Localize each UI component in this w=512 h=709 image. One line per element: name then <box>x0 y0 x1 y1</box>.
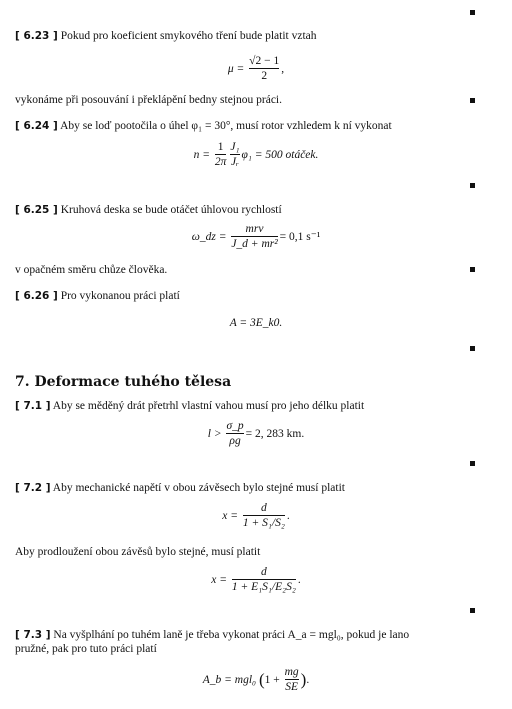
problem-number: [ 7.3 ] <box>15 629 51 641</box>
equation-6-23: μ = $\frac{√2 - 1}{2}$ , <box>227 55 285 83</box>
fraction: $\frac{d}{\text{1 + E₁S₁/E₂S₂}}$ <box>231 566 296 594</box>
end-marker <box>470 10 475 15</box>
problem-7-2-mid: Aby prodloužení obou závěsů bylo stejné, musí platit <box>15 546 261 558</box>
problem-7-1 <box>15 399 481 413</box>
end-marker <box>470 183 475 188</box>
problem-number: [ 7.2 ] <box>15 482 51 494</box>
end-marker <box>470 461 475 466</box>
equation-7-3: A_b = mgl₀ (1 + $\frac{mg}{SE}$ ). <box>202 666 310 694</box>
problem-text: [ 7.3 ] Na vyšplhání po tuhém laně je třeba vykonat práci A_a = mgl₀, pokud je lano <box>15 629 410 641</box>
end-marker <box>470 267 475 272</box>
section-heading: 7. Deformace tuhého tělesa <box>15 374 232 390</box>
problem-number: [ 6.23 ] <box>15 30 58 42</box>
problem-6-25-after: v opačném směru chůze člověka. <box>15 264 168 276</box>
equation-7-2b: x = $\frac{d}{\text{1 + E₁S₁/E₂S₂}}$ . <box>211 566 301 594</box>
problem-number: [ 6.26 ] <box>15 290 58 302</box>
fraction: $\frac{\text{mrv}}{\text{J\_d + mr²}}$ <box>231 223 278 251</box>
fraction: $\frac{\text{J₁}}{\text{Jᵣ}}$ <box>230 141 240 169</box>
equation-6-24: n = $\frac{1}{2\pi}$ $\frac{\text{J₁}}{\text{Jᵣ}}$ φ₁ = 500 otáček. <box>193 141 319 169</box>
equation-7-1: l > $\frac{\sigma\_p}{\rho g}$ = 2, 283 km. <box>207 420 305 448</box>
problem-6-26 <box>15 289 481 303</box>
fraction: $\frac{√2 - 1}{2}$ <box>249 55 280 83</box>
problem-text: [ 6.24 ] Aby se loď pootočila o úhel φ₁ = 30°, musí rotor vzhledem k ní vykonat <box>15 120 392 132</box>
problem-text: [ 6.25 ] Kruhová deska se bude otáčet úhlovou rychlostí <box>15 204 282 216</box>
problem-text: [ 7.1 ] Aby se měděný drát přetrhl vlastní vahou musí pro jeho délku platit <box>15 400 365 412</box>
problem-7-3: [ 7.3 ] Na vyšplhání po tuhém laně je třeba vykonat práci A_a = mgl₀, pokud je lano pružné, pak pro tuto práci platí <box>15 628 481 657</box>
end-marker <box>470 346 475 351</box>
problem-6-23-after: vykonáme při posouvání i překlápění bedny stejnou práci. <box>15 94 282 106</box>
problem-6-23 <box>15 29 481 43</box>
problem-text: [ 6.23 ] Pokud pro koeficient smykového tření bude platit vztah <box>15 30 317 42</box>
problem-number: [ 6.24 ] <box>15 120 58 132</box>
fraction: $\frac{\sigma\_p}{\rho g}$ <box>226 420 244 448</box>
problem-6-24 <box>15 119 481 133</box>
equation-6-25: ω_dz = $\frac{\text{mrv}}{\text{J\_d + mr²}}$ = 0,1 s⁻¹ <box>191 223 321 251</box>
equation-7-2a: x = $\frac{d}{\text{1 + S₁/S₂}}$ . <box>222 502 290 530</box>
equation-6-26: A = 3E_k0. <box>229 317 283 329</box>
problem-6-25 <box>15 203 481 217</box>
fraction: $\frac{1}{2\pi}$ <box>214 141 227 169</box>
problem-7-2 <box>15 481 481 495</box>
fraction: $\frac{mg}{SE}$ <box>284 666 299 694</box>
problem-text: [ 6.26 ] Pro vykonanou práci platí <box>15 290 180 302</box>
end-marker <box>470 608 475 613</box>
fraction: $\frac{d}{\text{1 + S₁/S₂}}$ <box>242 502 285 530</box>
problem-text: [ 7.2 ] Aby mechanické napětí v obou závěsech bylo stejné musí platit <box>15 482 345 494</box>
problem-number: [ 6.25 ] <box>15 204 58 216</box>
end-marker <box>470 98 475 103</box>
problem-number: [ 7.1 ] <box>15 400 51 412</box>
